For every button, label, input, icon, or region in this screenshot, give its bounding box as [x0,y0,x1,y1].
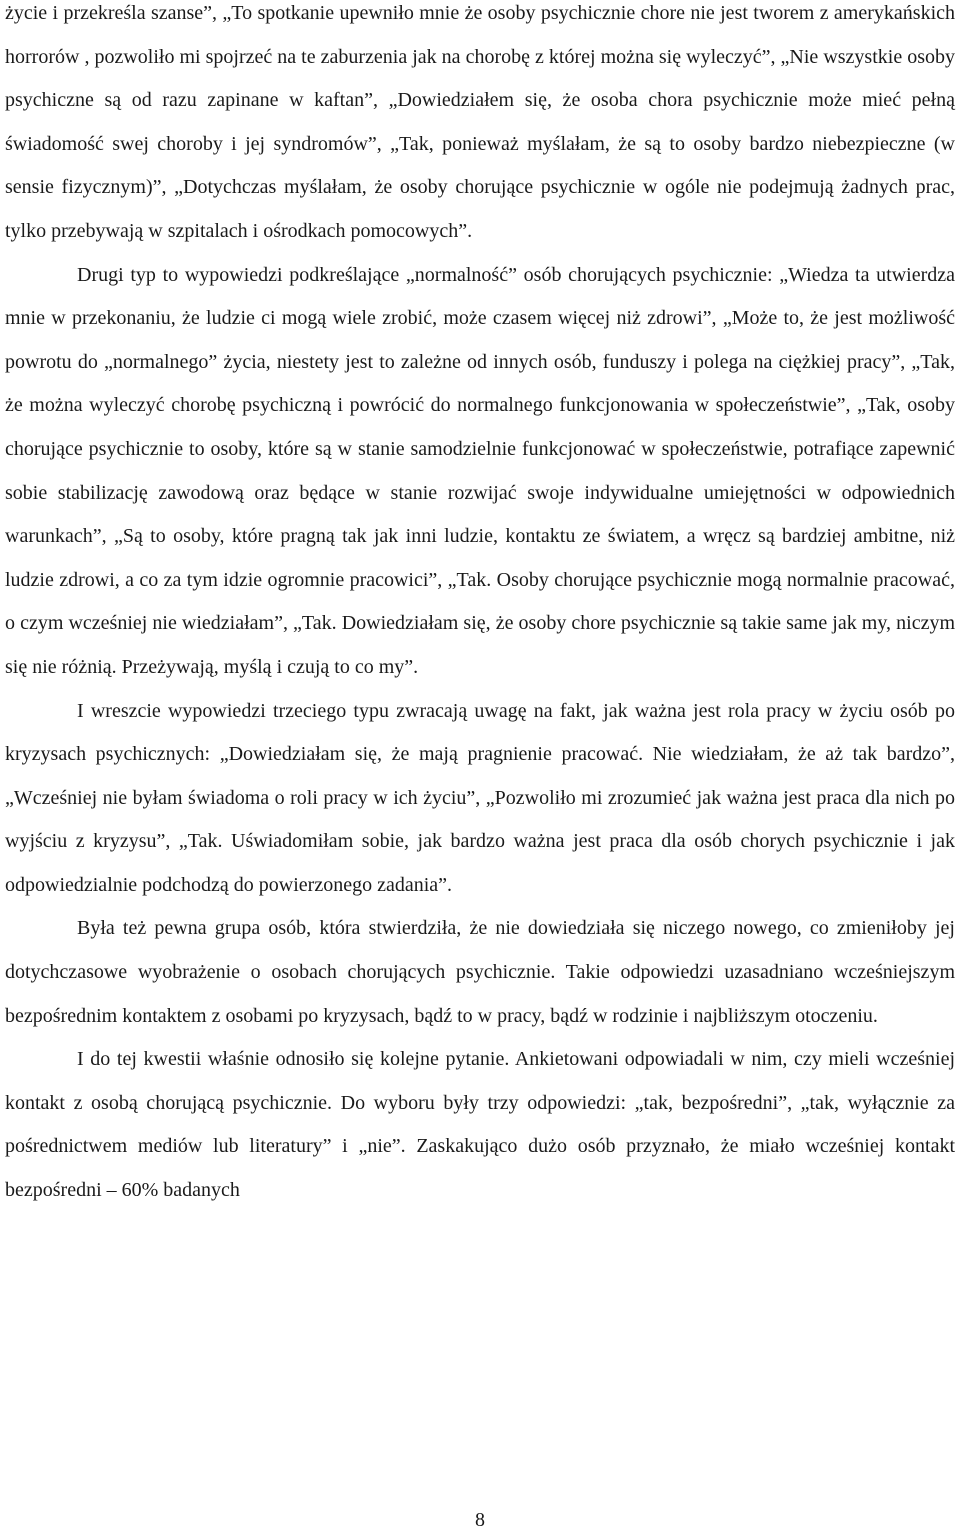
page-number: 8 [475,1509,485,1531]
document-page [5,0,955,1213]
paragraph-continuation: życie i przekreśla szanse”, „To spotkanie upewniło mnie że osoby psychicznie chore nie jest tworem z amerykańskich horrorów , pozwoliło mi spojrzeć na te zaburzenia jak na chorobę z której można się wyleczyć”, „Nie wszystkie osoby psychiczne są od razu zapinane w kaftan”, „Dowiedziałem się, że osoba chora psychicznie może mieć pełną świadomość swej choroby i jej syndromów”, „Tak, ponieważ myślałam, że są to osoby bardzo niebezpieczne (w sensie fizycznym)”, „Dotychczas myślałam, że osoby chorujące psychicznie w ogóle nie podejmują żadnych prac, tylko przebywają w szpitalach i ośrodkach pomocowych”. [5,2,955,242]
paragraph-normality-statements: Drugi typ to wypowiedzi podkreślające „normalność” osób chorujących psychicznie: „Wiedza ta utwierdza mnie w przekonaniu, że ludzie ci mogą wiele zrobić, może czasem więcej niż zdrowi”, „Może to, że jest możliwość powrotu do „normalnego” życia, niestety jest to zależne od innych osób, funduszy i polega na ciężkiej pracy”, „Tak, że można wyleczyć chorobę psychiczną i powrócić do normalnego funkcjonowania w społeczeństwie”, „Tak, osoby chorujące psychicznie to osoby, które są w stanie samodzielnie funkcjonować w społeczeństwie, potrafiące zapewnić sobie stabilizację zawodową oraz będące w stanie rozwijać swoje indywidualne umiejętności w odpowiednich warunkach”, „Są to osoby, które pragną tak jak inni ludzie, kontaktu ze światem, a wręcz są bardziej ambitne, niż ludzie zdrowi, a co za tym idzie ogromnie pracowici”, „Tak. Osoby chorujące psychicznie mogą normalnie pracować, o czym wcześniej nie wiedziałam”, „Tak. Dowiedziałam się, że osoby chore psychicznie są takie same jak my, niczym się nie różnią. Przeżywają, myślą i czują to co my”. [5,263,955,678]
paragraph-no-new-knowledge: Była też pewna grupa osób, która stwierdziła, że nie dowiedziała się niczego nowego, co zmieniłoby jej dotychczasowe wyobrażenie o osobach chorujących psychicznie. Takie odpowiedzi uzasadniano wcześniejszym bezpośrednim kontaktem z osobami po kryzysach, bądź to w pracy, bądź w rodzinie i najbliższym otoczeniu. [5,917,955,1027]
paragraph-role-of-work: I wreszcie wypowiedzi trzeciego typu zwracają uwagę na fakt, jak ważna jest rola pracy w życiu osób po kryzysach psychicznych: „Dowiedziałam się, że mają pragnienie pracować. Nie wiedziałam, że aż tak bardzo”, „Wcześniej nie byłam świadoma o roli pracy w ich życiu”, „Pozwoliło mi zrozumieć jak ważna jest praca dla nich po wyjściu z kryzysu”, „Tak. Uświadomiłam sobie, jak bardzo ważna jest praca dla osób chorych psychicznie i jak odpowiedzialnie podchodzą do powierzonego zadania”. [5,699,955,896]
paragraph-prior-contact-question: I do tej kwestii właśnie odnosiło się kolejne pytanie. Ankietowani odpowiadali w nim, czy mieli wcześniej kontakt z osobą chorującą psychicznie. Do wyboru były trzy odpowiedzi: „tak, bezpośredni”, „tak, wyłącznie za pośrednictwem mediów lub literatury” i „nie”. Zaskakująco dużo osób przyznało, że miało wcześniej kontakt bezpośredni – 60% badanych [5,1048,955,1202]
